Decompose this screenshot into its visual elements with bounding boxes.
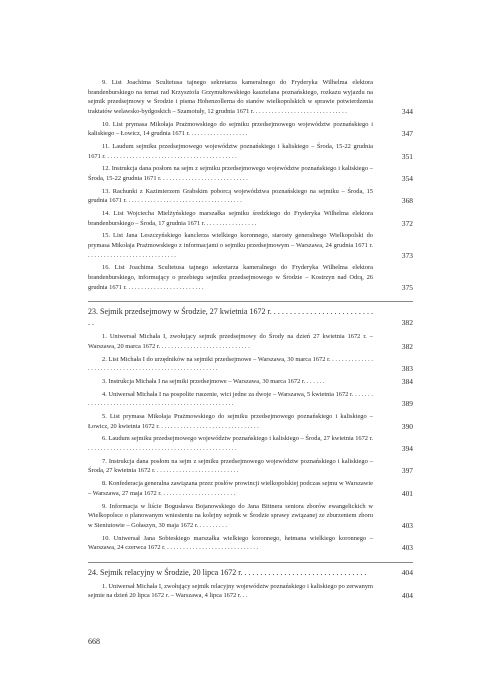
toc-entry-title: 16. List Joachima Scultetusa tajnego sekretarza kameralnego do Fryderyka Wilhelma elektora brandenburskiego, informujący o przebiegu sejmiku przedsejmowego w Środzie – Kostrzyn nad Odrą, 26 grudnia 1671 r. . . . . . . . . . . . . . . . . . . . . . . . . (88, 264, 373, 291)
toc-entry-title: 4. Uniwersał Michała I na pospolite ruszenie, wici jedne za dwoje – Warszawa, 5 kwietnia 1672 r. . . . . . . . . . . . . . . . . . . . . . . . . . . . . . . . . . . . . . . . . . . . . . . . . . . . . (88, 390, 373, 408)
toc-entry-title: 1. Uniwersał Michała I, zwołujący sejmik relacyjny województw poznańskiego i kaliskiego po zerwanym sejmie na dzień 20 lipca 1672 r. – Warszawa, 4 lipca 1672 r. . . (88, 582, 373, 600)
toc-entry-title: 9. List Joachima Scultetusa tajnego sekretarza kameralnego do Fryderyka Wilhelma elektora brandenburskiego na temat rad Krzysztofa Grzymułtowskiego kasztelana poznańskiego, rozkazu wyjazdu na sejmik przedsejmowy w Środzie i pisma Hohenzollerna do stanów wielkopolskich w sprawie potwierdzenia traktatów welawsko-bydgoskich – Szamotuły, 12 grudnia 1671 r. . . . . . . . . . . . . . . . . . . . . . . . . . . . . . (88, 79, 373, 115)
toc-entry-title: 1. Uniwersał Michała I, zwołujący sejmik przedsejmowy do Środy na dzień 27 kwietnia 1672 r. – Warszawa, 20 marca 1672 r. . . . . . . . . . . . . . . . . . . . . . . . . . . . . (88, 333, 373, 350)
toc-entry-title: 24. Sejmik relacyjny w Środzie, 20 lipca 1672 r. . . . . . . . . . . . . . . . . . . . . . . . . . . . . . . . (88, 567, 367, 577)
toc-entry-title: 10. List prymasa Mikołaja Prażmowskiego do sejmiku przedsejmowego województw poznańskiego i kaliskiego – Łowicz, 14 grudnia 1671 r. . . . . . . . . . . . . . . . . . . (88, 120, 373, 138)
toc-entry[interactable] (88, 164, 413, 183)
toc-entry[interactable] (88, 355, 413, 374)
toc-entry[interactable] (88, 120, 413, 139)
toc-entry-page: 372 (401, 218, 413, 228)
toc-entry-page: 403 (401, 543, 413, 553)
toc-entry-page: 404 (401, 567, 413, 577)
toc-entry-page: 401 (401, 488, 413, 498)
toc-entry-title: 15. List Jana Leszczyńskiego kanclerza wielkiego koronnego, starosty generalnego Wielkopolski do prymasa Mikołaja Prażmowskiego z informacjami o sejmiku przedsejmowym – Warszawa, 24 grudnia 1671 r. . . . . . . . . . . . . . . . . . . . . . . . . . . . . (88, 232, 373, 259)
toc-entry-title: 23. Sejmik przedsejmowy w Środzie, 27 kwietnia 1672 r. . . . . . . . . . . . . . . . . . . . . . . . . . . . (88, 307, 373, 328)
toc-entry-page: 390 (401, 421, 413, 431)
toc-entry[interactable] (88, 209, 413, 228)
toc-section-heading[interactable] (88, 568, 413, 579)
toc-entry[interactable] (88, 479, 413, 498)
toc-entry-page: 384 (401, 376, 413, 386)
page-number: 668 (88, 637, 100, 646)
toc-entry-title: 5. List prymasa Mikołaja Prażmowskiego do sejmiku przedsejmowego poznańskiego i kaliskiego – Łowicz, 20 kwietnia 1672 r. . . . . . . . . . . . . . . . . . . . . . . . . . . . . . . . (88, 413, 373, 430)
toc-entry[interactable] (88, 582, 413, 601)
toc-entry[interactable] (88, 534, 413, 553)
toc-entry-title: 7. Instrukcja dana posłom na sejm z sejmiku przedsejmowego województw poznańskiego i kaliskiego – Środa, 27 kwietnia 1672 r. . . . . . . . . . . . . . . . . . . . . . . . . . . (88, 457, 373, 475)
toc-entry-title: 2. List Michała I do urzędników na sejmiki przedsejmowe – Warszawa, 30 marca 1672 r. . . . . . . . . . . . . . . . . . . . . . . . . . . . . . . . . . . . . . . . . . . . . . . . . . . . . . . (88, 355, 373, 373)
toc-entry[interactable] (88, 187, 413, 206)
table-of-contents (88, 78, 413, 604)
toc-entry-title: 6. Laudum sejmiku przedsejmowego województw poznańskiego i kaliskiego – Środa, 27 kwietnia 1672 r. . . . . . . . . . . . . . . . . . . . . . . . . . . . . . . . . . . . . . . . . . . . . . . . (88, 435, 373, 453)
toc-entry-page: 382 (401, 341, 413, 351)
toc-entry-title: 10. Uniwersał Jana Sobieskiego marszałka wielkiego koronnego, hetmana wielkiego koronnego – Warszawa, 24 czerwca 1672 r. . . . . . . . . . . . . . . . . . . . . . . . . . . . . . (88, 534, 373, 552)
toc-entry-page: 344 (401, 106, 413, 116)
toc-entry-page: 347 (401, 129, 413, 139)
toc-entry-title: 9. Informacja w liście Bogusława Bojanowskiego do Jana Bittnera seniora zborów ewangelickich w Wielkopolsce o planowanym wniesieniu na kolejny sejmik w Środzie sprawy związanej ze zburzeniem zboru w Sieniutowie – Gołaszyn, 30 maja 1672 r. . . . . . . . . . (88, 502, 373, 529)
toc-entry-title: 3. Instrukcja Michała I na sejmiki przedsejmowe – Warszawa, 30 marca 1672 r. . . . . . . (102, 377, 325, 385)
toc-entry[interactable] (88, 457, 413, 476)
toc-entry-title: 8. Konfederacja generalna zawiązana przez posłów prowincji wielkopolskiej podczas sejmu w Warszawie – Warszawa, 27 maja 1672 r. . . . . . . . . . . . . . . . . . . . . . . . (88, 480, 373, 497)
toc-entry[interactable] (88, 231, 413, 260)
toc-entry-page: 351 (401, 151, 413, 161)
toc-entry[interactable] (88, 502, 413, 531)
toc-entry-page: 382 (401, 318, 413, 328)
section-divider (88, 301, 413, 302)
toc-entry-title: 12. Instrukcja dana posłom na sejm z sejmiku przedsejmowego województw poznańskiego i kaliskiego – Środa, 15-22 grudnia 1671 r. . . . . . . . . . . . . . . . . . . . . . . . . . . . (88, 165, 373, 182)
toc-entry-page: 383 (401, 364, 413, 374)
toc-entry[interactable] (88, 390, 413, 409)
toc-entry-page: 389 (401, 399, 413, 409)
toc-entry-page: 368 (401, 196, 413, 206)
toc-entry-title: 14. List Wojciecha Mielżyńskiego marszałka sejmiku średzkiego do Fryderyka Wilhelma elektora brandenburskiego – Środa, 17 grudnia 1671 r. . . . . . . . . . . . . . . . . (88, 210, 373, 227)
toc-entry[interactable] (88, 78, 413, 116)
toc-entry-page: 354 (401, 173, 413, 183)
toc-entry[interactable] (88, 377, 413, 387)
toc-entry[interactable] (88, 434, 413, 453)
toc-entry-page: 373 (401, 250, 413, 260)
toc-entry-page: 375 (401, 282, 413, 292)
toc-entry-title: 13. Rachunki z Kazimierzem Grabskim poborcą województwa poznańskiego na sejmiku – Środa, 15 grudnia 1671 r. . . . . . . . . . . . . . . . . . . . . . . . . . . . . . . . . . . . . (88, 187, 373, 205)
toc-entry[interactable] (88, 142, 413, 161)
toc-entry-page: 403 (401, 520, 413, 530)
section-divider (88, 562, 413, 563)
toc-entry[interactable] (88, 412, 413, 431)
toc-entry-page: 404 (401, 591, 413, 601)
toc-entry[interactable] (88, 332, 413, 351)
toc-section-heading[interactable] (88, 307, 413, 329)
toc-entry-page: 397 (401, 466, 413, 476)
toc-entry-title: 11. Laudum sejmiku przedsejmowego województw poznańskiego i kaliskiego – Środa, 15-22 grudnia 1671 r. . . . . . . . . . . . . . . . . . . . . . . . . . . . . . . . . . . . . . . . . . (88, 142, 373, 160)
toc-entry-page: 394 (401, 444, 413, 454)
toc-entry[interactable] (88, 263, 413, 292)
